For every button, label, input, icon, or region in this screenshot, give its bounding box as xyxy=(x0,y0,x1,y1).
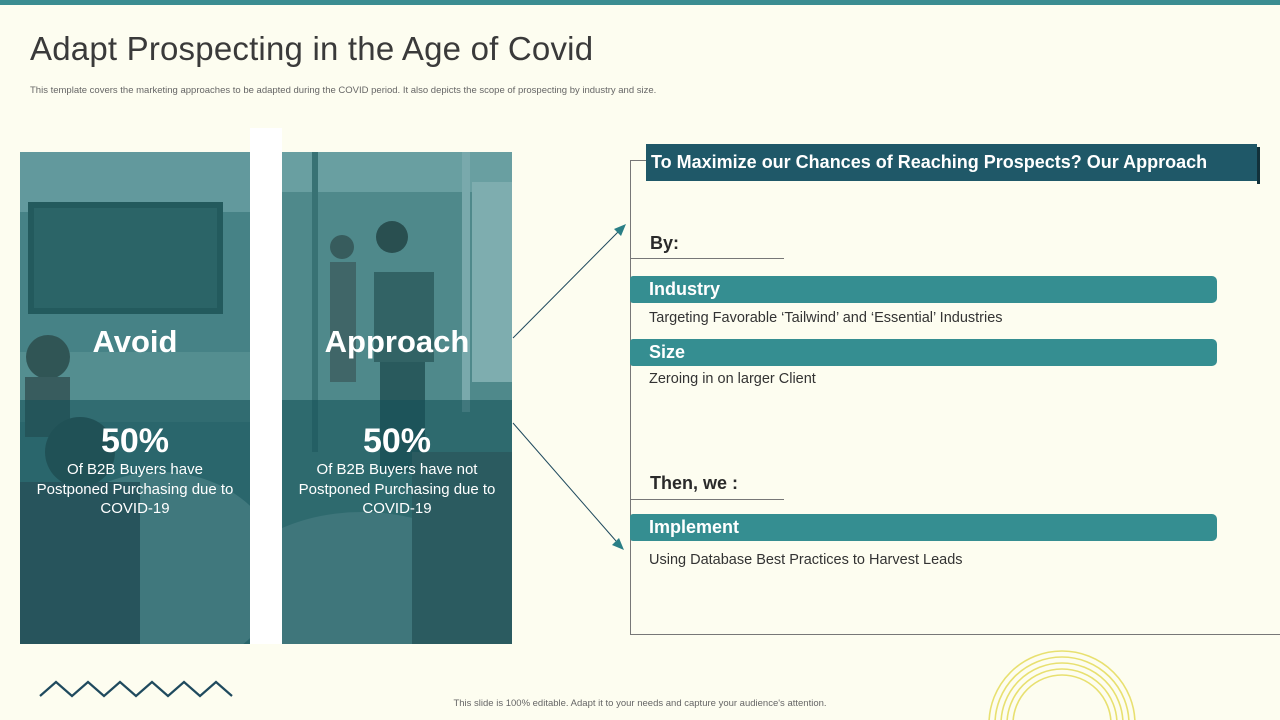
arrow-down-icon xyxy=(513,423,624,550)
panel-text-avoid: Of B2B Buyers have Postponed Purchasing due to COVID-19 xyxy=(36,461,234,517)
bracket-bottom-line xyxy=(630,634,1280,635)
avoid-panel xyxy=(20,152,250,644)
by-underline xyxy=(630,258,784,259)
page-title: Adapt Prospecting in the Age of Covid xyxy=(30,30,594,67)
concentric-arcs-decoration xyxy=(989,651,1135,720)
top-accent-strip xyxy=(0,0,1280,5)
page-subtitle: This template covers the marketing approaches to be adapted during the COVID period. It also depicts the scope of prospecting by industry and size. xyxy=(30,85,657,96)
industry-description: Targeting Favorable ‘Tailwind’ and ‘Essential’ Industries xyxy=(649,310,1003,326)
arrow-up-icon xyxy=(513,224,626,338)
panel-separator xyxy=(250,128,282,644)
bracket-vertical-line xyxy=(630,160,631,635)
approach-heading: To Maximize our Chances of Reaching Prospects? Our Approach xyxy=(651,152,1208,172)
industry-pill: Industry xyxy=(630,276,1217,303)
panel-percent-avoid: 50% xyxy=(100,422,170,460)
approach-panel xyxy=(282,152,512,644)
panel-heading-approach: Approach xyxy=(324,324,470,359)
footer-note: This slide is 100% editable. Adapt it to your needs and capture your audience's attention. xyxy=(453,698,827,709)
then-label: Then, we : xyxy=(650,473,739,493)
bracket-top-line xyxy=(630,160,646,161)
by-label: By: xyxy=(650,233,680,253)
panel-text-approach: Of B2B Buyers have not Postponed Purchasing due to COVID-19 xyxy=(298,461,496,517)
panel-percent-approach: 50% xyxy=(362,422,432,460)
implement-description: Using Database Best Practices to Harvest Leads xyxy=(649,552,963,568)
zigzag-decoration xyxy=(40,682,232,696)
size-pill: Size xyxy=(630,339,1217,366)
size-description: Zeroing in on larger Client xyxy=(649,371,816,387)
approach-heading-bar xyxy=(646,144,1257,181)
panel-heading-avoid: Avoid xyxy=(92,324,178,359)
implement-pill: Implement xyxy=(630,514,1217,541)
then-underline xyxy=(630,499,784,500)
